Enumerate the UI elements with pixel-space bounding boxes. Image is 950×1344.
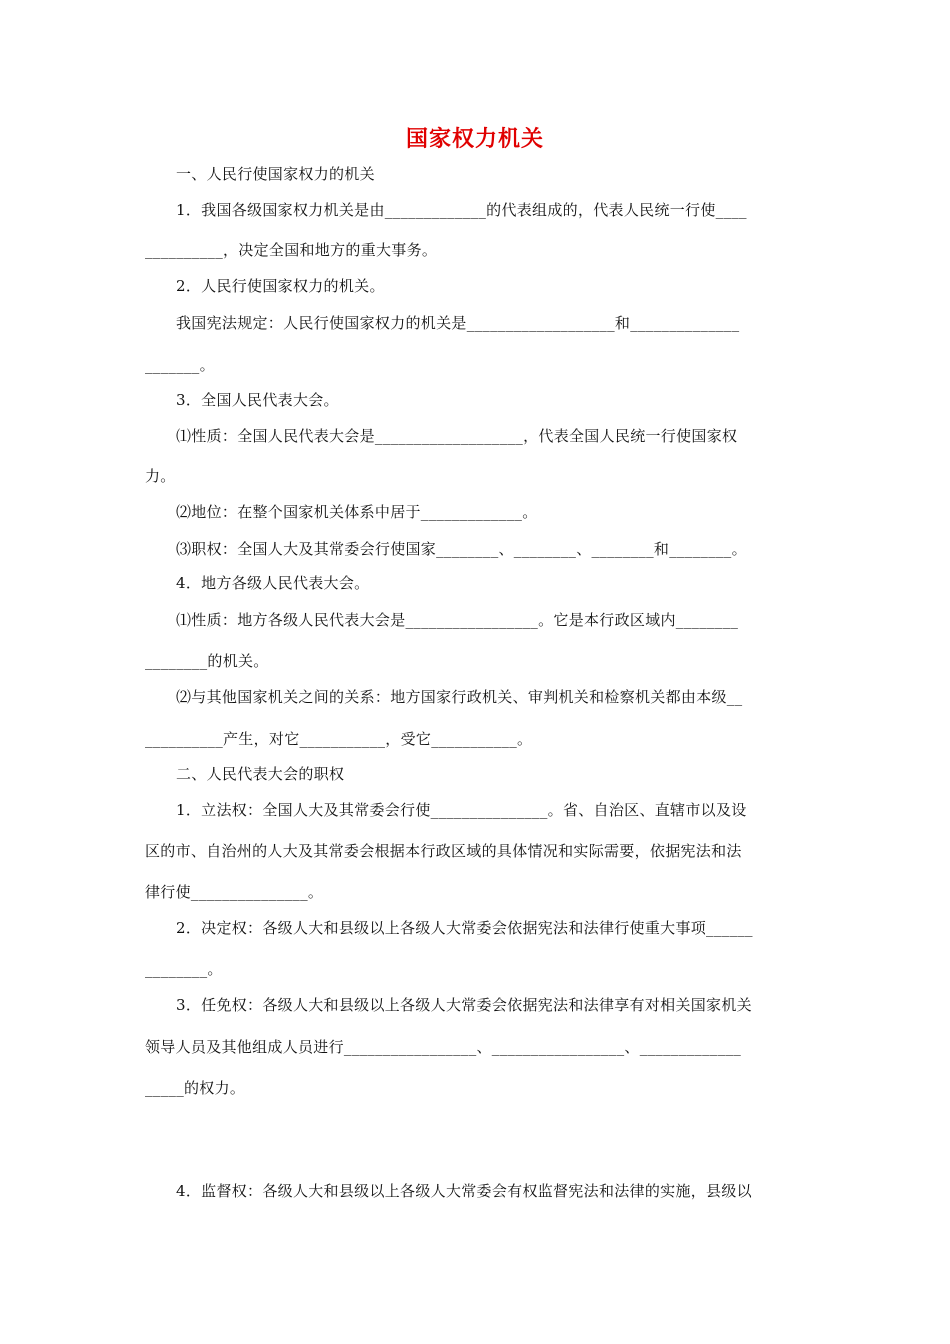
- paragraph-line: 区的市、自治州的人大及其常委会根据本行政区域的具体情况和实际需要，依据宪法和法: [145, 842, 742, 860]
- paragraph-line: ________的机关。: [145, 652, 269, 670]
- section-heading-1: 一、人民行使国家权力的机关: [176, 165, 375, 183]
- paragraph-line: 2．决定权：各级人大和县级以上各级人大常委会依据宪法和法律行使重大事项______: [176, 919, 753, 937]
- paragraph-line: 1．我国各级国家权力机关是由_____________的代表组成的，代表人民统一行使____: [176, 201, 747, 219]
- paragraph-line: 1．立法权：全国人大及其常委会行使_______________。省、自治区、直辖市以及设: [176, 801, 747, 819]
- paragraph-line: 2．人民行使国家权力的机关。: [176, 277, 385, 295]
- page-title: 国家权力机关: [405, 127, 544, 152]
- paragraph-line: 领导人员及其他组成人员进行_________________、_________________、_____________: [145, 1038, 742, 1056]
- paragraph-line: 3．全国人民代表大会。: [176, 391, 339, 409]
- paragraph-line: 3．任免权：各级人大和县级以上各级人大常委会依据宪法和法律享有对相关国家机关: [176, 996, 752, 1014]
- paragraph-line: 力。: [145, 467, 176, 485]
- paragraph-line: _____的权力。: [145, 1079, 246, 1097]
- section-heading-2: 二、人民代表大会的职权: [176, 765, 345, 783]
- paragraph-line: ⑵与其他国家机关之间的关系：地方国家行政机关、审判机关和检察机关都由本级__: [176, 688, 743, 706]
- paragraph-line: 律行使_______________。: [145, 883, 324, 901]
- paragraph-line: 我国宪法规定：人民行使国家权力的机关是___________________和______________: [176, 314, 740, 332]
- paragraph-line: ⑶职权：全国人大及其常委会行使国家________、________、________和________。: [176, 540, 747, 558]
- paragraph-line: ⑴性质：地方各级人民代表大会是_________________。它是本行政区域内________: [176, 611, 739, 629]
- paragraph-line: __________产生，对它___________，受它___________。: [145, 730, 533, 748]
- paragraph-line: 4．地方各级人民代表大会。: [176, 574, 370, 592]
- paragraph-line: 4．监督权：各级人大和县级以上各级人大常委会有权监督宪法和法律的实施，县级以: [176, 1182, 752, 1200]
- paragraph-line: ⑵地位：在整个国家机关体系中居于_____________。: [176, 503, 538, 521]
- paragraph-line: _______。: [145, 356, 215, 374]
- paragraph-line: ⑴性质：全国人民代表大会是___________________，代表全国人民统一行使国家权: [176, 427, 738, 445]
- paragraph-line: __________，决定全国和地方的重大事务。: [145, 241, 438, 259]
- paragraph-line: ________。: [145, 960, 223, 978]
